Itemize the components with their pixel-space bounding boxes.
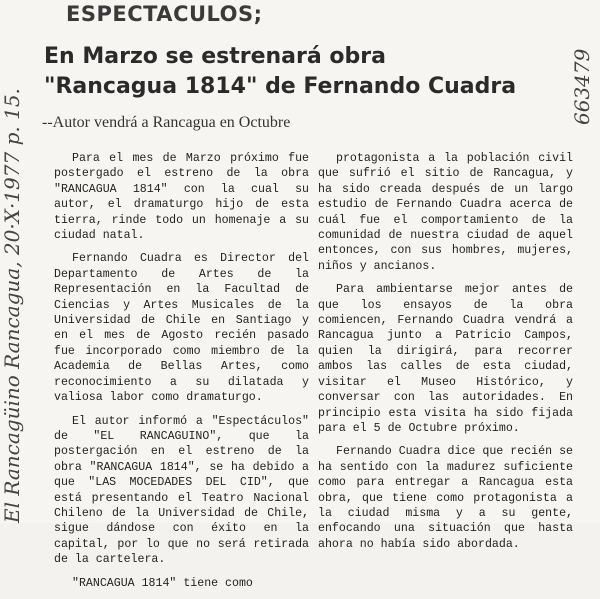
headline-line-2: "Rancagua 1814" de Fernando Cuadra: [44, 74, 517, 99]
paragraph: Fernando Cuadra es Director del Departamento de Artes de la Representación en la Facultad de Ciencias y Artes Musicales de la Universidad de Chile en Santiago y en el mes de Agosto recién pasado fue incorporado como miembro de la Academia de Bellas Artes, como reconocimiento a su dilatada y valiosa labor como dramaturgo.: [54, 252, 309, 405]
subheadline: --Autor vendrá a Rancagua en Octubre: [42, 114, 291, 131]
paragraph: Para el mes de Marzo próximo fue postergado el estreno de la obra "RANCAGUA 1814" con la cual su autor, el dramaturgo hijo de esta tierra, rinde todo un homenaje a su ciudad natal.: [54, 152, 309, 243]
section-heading: ESPECTACULOS;: [66, 2, 263, 26]
paragraph: El autor informó a "Espectáculos" de "EL RANCAGUINO", que la postergación en el estreno de la obra "RANCAGUA 1814", se ha debido a que "LAS MOCEDADES DEL CID", que está presentando el Teatro Nacional Chileno de la Universidad de Chile, sigue dándose con éxito en la capital, por lo que no será retirada de la cartelera.: [54, 414, 309, 567]
paragraph: "RANCAGUA 1814" tiene como: [72, 576, 253, 590]
handwritten-catalog-number: 663479: [570, 48, 594, 125]
headline: [44, 42, 564, 102]
article-column-left: [54, 151, 309, 599]
paragraph: protagonista a la población civil que sufrió el sitio de Rancagua, y ha sido creada después de un largo estudio de Fernando Cuadra acerca de cuál fue el comportamiento de la comunidad de nuestra ciudad de aquel entonces, con sus hombres, mujeres, niños y ancianos.: [318, 152, 573, 273]
paragraph: Para ambientarse mejor antes de que los ensayos de la obra comiencen, Fernando Cuadra vendrá a Rancagua junto a Patricio Campos, quien la dirigirá, para recorrer ambos las calles de esta ciudad, visitar el Museo Histórico, y conversar con las autoridades. En principio esta visita ha sido fijada para el 5 de Octubre próximo.: [318, 283, 573, 435]
handwritten-source-note: El Rancagüino Rancagua, 20·X·1977 p. 15.: [0, 88, 24, 523]
article-column-right: [318, 151, 573, 560]
paragraph: Fernando Cuadra dice que recién se ha sentido con la madurez suficiente como para entregar a Rancagua esta obra, que tiene como protagonista a la ciudad misma y a su gente, enfocando una situación que hasta ahora no había sido abordada.: [318, 445, 573, 551]
headline-line-1: En Marzo se estrenará obra: [44, 44, 386, 69]
